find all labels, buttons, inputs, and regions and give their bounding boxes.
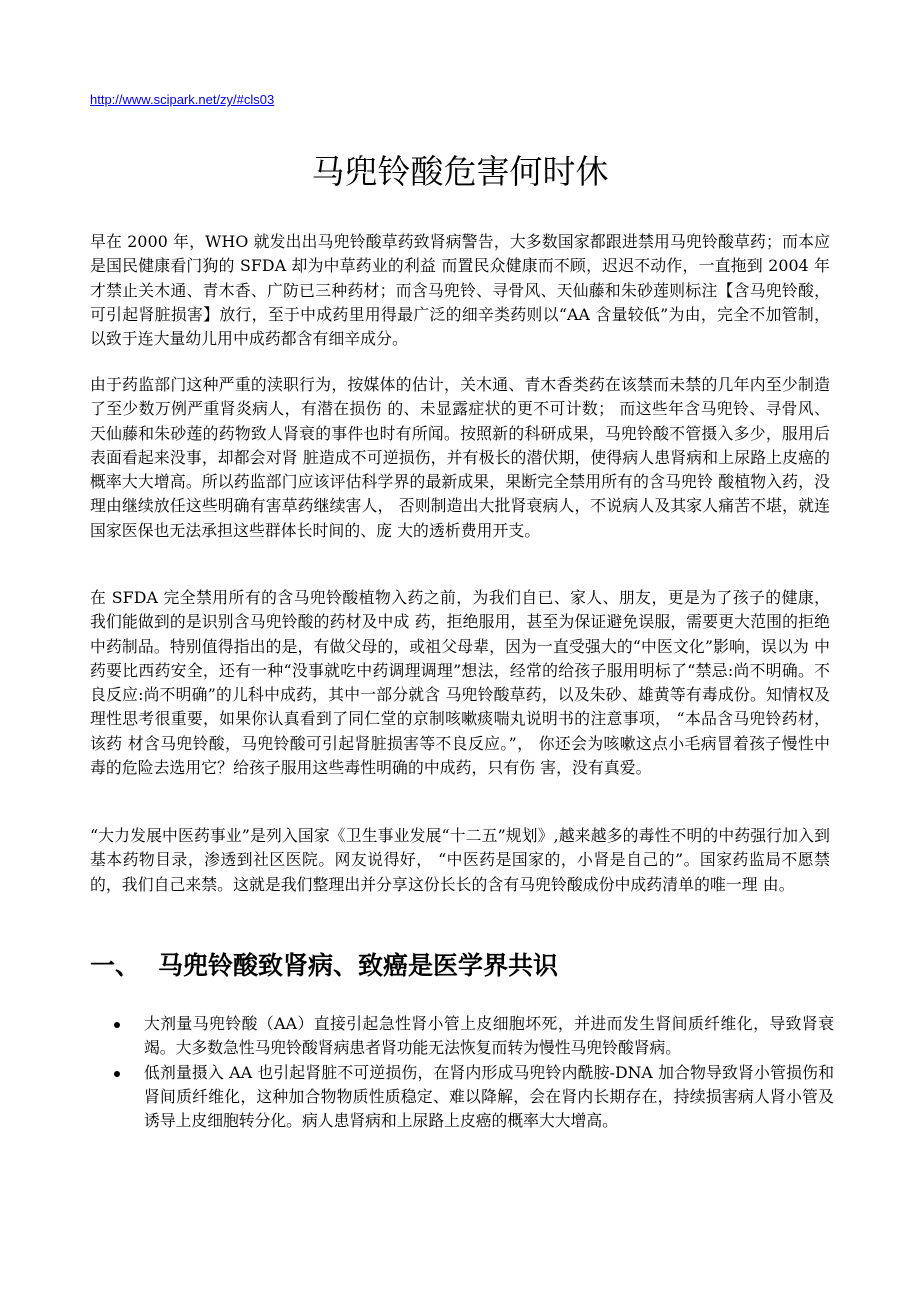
document-title: 马兜铃酸危害何时休: [311, 152, 609, 191]
list-item-text: 低剂量摄入 AA 也引起肾脏不可逆损伤，在肾内形成马兜铃内酰胺-DNA 加合物导致肾小管损伤和肾间质纤维化，这种加合物物质性质稳定、难以降解，会在肾内长期存在，持续损害病人肾小管及诱导上皮细胞转分化。病人患肾病和上尿路上皮癌的概率大大增高。: [144, 1062, 834, 1131]
section-title: 马兜铃酸致肾病、致癌是医学界共识: [158, 951, 559, 980]
paragraph-1: 早在 2000 年，WHO 就发出出马兜铃酸草药致肾病警告，大多数国家都跟进禁用马兜铃酸草药；而本应是国民健康看门狗的 SFDA 却为中草药业的利益 而置民众健康而不顾，迟迟不动作，一直拖到 2004 年才禁止关木通、青木香、广防已三种药材；而含马兜铃、寻骨风、天仙藤和朱砂莲则标注【含马兜铃酸，可引起肾脏损害】放行，至于中成药里用得最广泛的细辛类药则以“AA 含量较低”为由，完全不加管制，以致于连大量幼儿用中成药都含有细辛成分。: [90, 232, 830, 349]
list-item-text: 大剂量马兜铃酸（AA）直接引起急性肾小管上皮细胞坏死，并进而发生肾间质纤维化，导致肾衰竭。大多数急性马兜铃酸肾病患者肾功能无法恢复而转为慢性马兜铃酸肾病。: [144, 1014, 834, 1058]
list-item: [112, 1012, 834, 1061]
bullet-icon: [114, 1022, 120, 1028]
paragraph-3: 在 SFDA 完全禁用所有的含马兜铃酸植物入药之前，为我们自已、家人、朋友，更是为了孩子的健康，我们能做到的是识别含马兜铃酸的药材及中成 药，拒绝服用，甚至为保证避免误服，需要更大范围的拒绝中药制品。特别值得指出的是，有做父母的，或祖父母辈，因为一直受强大的“中医文化”影响，误以为 中药要比西药安全，还有一种“没事就吃中药调理调理”想法，经常的给孩子服用明标了“禁忌:尚不明确。不良反应:尚不明确”的儿科中成药，其中一部分就含 马兜铃酸草药，以及朱砂、雄黄等有毒成份。知情权及理性思考很重要，如果你认真看到了同仁堂的京制咳嗽痰喘丸说明书的注意事项， “本品含马兜铃药材，该药 材含马兜铃酸，马兜铃酸可引起肾脏损害等不良反应。”， 你还会为咳嗽这点小毛病冒着孩子慢性中毒的危险去选用它？给孩子服用这些毒性明确的中成药，只有伤 害，没有真爱。: [90, 588, 830, 778]
paragraph-4: “大力发展中医药事业”是列入国家《卫生事业发展“十二五”规划》,越来越多的毒性不明的中药强行加入到基本药物目录，渗透到社区医院。网友说得好， “中医药是国家的，小肾是自己的”。国家药监局不愿禁的，我们自己来禁。这就是我们整理出并分享这份长长的含有马兜铃酸成份中成药清单的唯一理 由。: [90, 826, 830, 894]
paragraph-2: 由于药监部门这种严重的渎职行为，按媒体的估计，关木通、青木香类药在该禁而未禁的几年内至少制造了至少数万例严重肾炎病人，有潜在损伤 的、未显露症状的更不可计数； 而这些年含马兜铃、寻骨风、天仙藤和朱砂莲的药物致人肾衰的事件也时有所闻。按照新的科研成果，马兜铃酸不管摄入多少，服用后表面看起来没事，却都会对肾 脏造成不可逆损伤，并有极长的潜伏期，使得病人患肾病和上尿路上皮癌的概率大大增高。所以药监部门应该评估科学界的最新成果，果断完全禁用所有的含马兜铃 酸植物入药，没理由继续放任这些明确有害草药继续害人， 否则制造出大批肾衰病人，不说病人及其家人痛苦不堪，就连国家医保也无法承担这些群体长时间的、庞 大的透析费用开支。: [90, 375, 830, 540]
section-number: 一、: [90, 951, 141, 980]
bullet-list: [112, 1012, 834, 1133]
list-item: [112, 1061, 834, 1134]
section-heading: [90, 946, 558, 986]
source-link[interactable]: http://www.scipark.net/zy/#cls03: [90, 92, 275, 107]
bullet-icon: [114, 1071, 120, 1077]
